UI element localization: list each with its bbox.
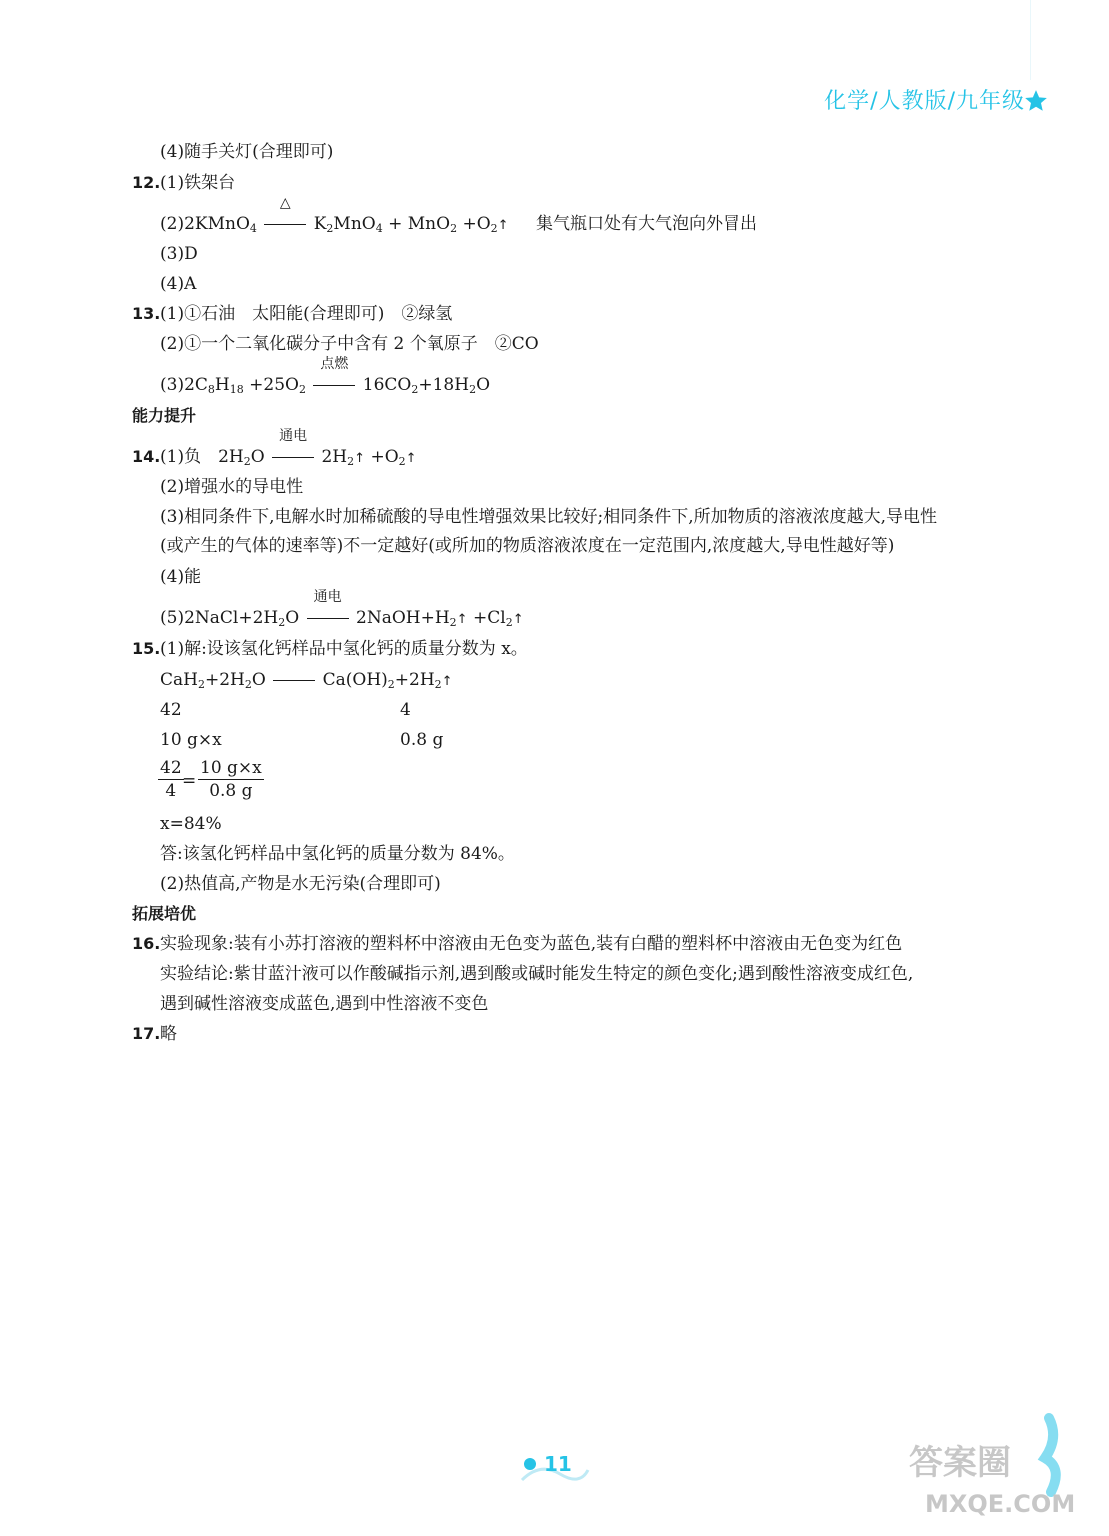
question-number: 12. — [132, 173, 161, 192]
answer-line: (1)解:设该氢化钙样品中氢化钙的质量分数为 x。 — [160, 639, 528, 659]
gas-arrow-icon: ↑ — [405, 451, 417, 466]
svg-text:MXQE.COM: MXQE.COM — [925, 1490, 1076, 1518]
answer-line: x=84% — [160, 814, 222, 834]
chemical-equation: $(5)2NaCl+2H_2O$ 通电 $2NaOH+H_2↑$ $+Cl_2↑$ — [160, 589, 524, 629]
equals-sign: = — [182, 771, 197, 791]
answer-line: 答:该氢化钙样品中氢化钙的质量分数为 84%。 — [160, 844, 515, 864]
gas-arrow-icon: ↑ — [512, 612, 524, 627]
star-icon — [1023, 88, 1049, 114]
question-number: 13. — [132, 304, 161, 323]
answer-line: 42 — [160, 700, 182, 720]
answer-line: (2)热值高,产物是水无污染(合理即可) — [160, 874, 441, 894]
answer-line: 10 g×x — [160, 730, 222, 750]
answer-line: 遇到碱性溶液变成蓝色,遇到中性溶液不变色 — [160, 994, 489, 1014]
gas-arrow-icon: ↑ — [456, 612, 468, 627]
question-number: 17. — [132, 1024, 161, 1043]
answer-line: (4)能 — [160, 567, 202, 587]
chemical-equation: $CaH_2+2H_2O$ $Ca(OH)_2+2H_2↑$ — [160, 670, 453, 691]
header-title: 化学/人教版/九年级 — [824, 89, 1025, 114]
chemical-equation: $(3)2C_8H_{18} +25O_2$ 点燃 $16CO_2+18H_2O$ — [160, 356, 490, 396]
answer-line: 0.8 g — [400, 730, 444, 750]
answer-line: (1)铁架台 — [160, 173, 236, 193]
answer-line: (3)相同条件下,电解水时加稀硫酸的导电性增强效果比较好;相同条件下,所加物质的溶液浓度越大,导电性 — [160, 507, 938, 527]
chemical-equation: (2)2KMnO$_4$ △ $K_2MnO_4 + MnO_2$ $+O_2↑$ 集气瓶口处有大气泡向外冒出 — [160, 195, 757, 235]
watermark-logo — [899, 1412, 1089, 1522]
reaction-condition: △ — [264, 212, 306, 236]
question-number: 15. — [132, 639, 161, 658]
page-number: 11 — [544, 1452, 572, 1476]
answer-line: 略 — [160, 1024, 177, 1044]
reaction-condition: 通电 — [272, 445, 314, 469]
answer-line: (2)①一个二氧化碳分子中含有 2 个氧原子 ②CO — [160, 334, 539, 354]
question-number: 16. — [132, 934, 161, 953]
answer-line: (2)增强水的导电性 — [160, 477, 304, 497]
svg-text:答案圈: 答案圈 — [909, 1443, 1011, 1483]
gas-arrow-icon: ↑ — [354, 451, 366, 466]
fraction: $\frac{42}{4}$ — [160, 758, 182, 801]
answer-line: 实验现象:装有小苏打溶液的塑料杯中溶液由无色变为蓝色,装有白醋的塑料杯中溶液由无色变为红色 — [160, 934, 903, 954]
reaction-condition: 通电 — [307, 606, 349, 630]
answer-line: (4)A — [160, 274, 197, 294]
answer-line: (3)D — [160, 244, 198, 264]
section-heading: 能力提升 — [132, 406, 197, 425]
fraction: $\frac{10 g\times x}{0.8 g}$ — [200, 758, 262, 801]
gas-arrow-icon: ↑ — [441, 674, 453, 689]
question-number: 14. — [132, 447, 161, 466]
reaction-condition: 点燃 — [313, 373, 355, 397]
answer-line: (或产生的气体的速率等)不一定越好(或所加的物质溶液浓度在一定范围内,浓度越大,导电性越好等) — [160, 536, 895, 556]
answer-line: 实验结论:紫甘蓝汁液可以作酸碱指示剂,遇到酸或碱时能发生特定的颜色变化;遇到酸性溶液变成红色, — [160, 964, 914, 984]
gas-arrow-icon: ↑ — [497, 218, 509, 233]
answer-line: (1)①石油 太阳能(合理即可) ②绿氢 — [160, 304, 453, 324]
section-heading: 拓展培优 — [132, 904, 197, 923]
answer-line: 4 — [400, 700, 411, 720]
chemical-equation: (1)负 $2H_2O$ 通电 $2H_2↑$ $+O_2↑$ — [160, 428, 417, 468]
reaction-equals — [273, 668, 315, 692]
answer-line: (4)随手关灯(合理即可) — [160, 142, 334, 162]
page-edge-line — [1030, 0, 1031, 80]
